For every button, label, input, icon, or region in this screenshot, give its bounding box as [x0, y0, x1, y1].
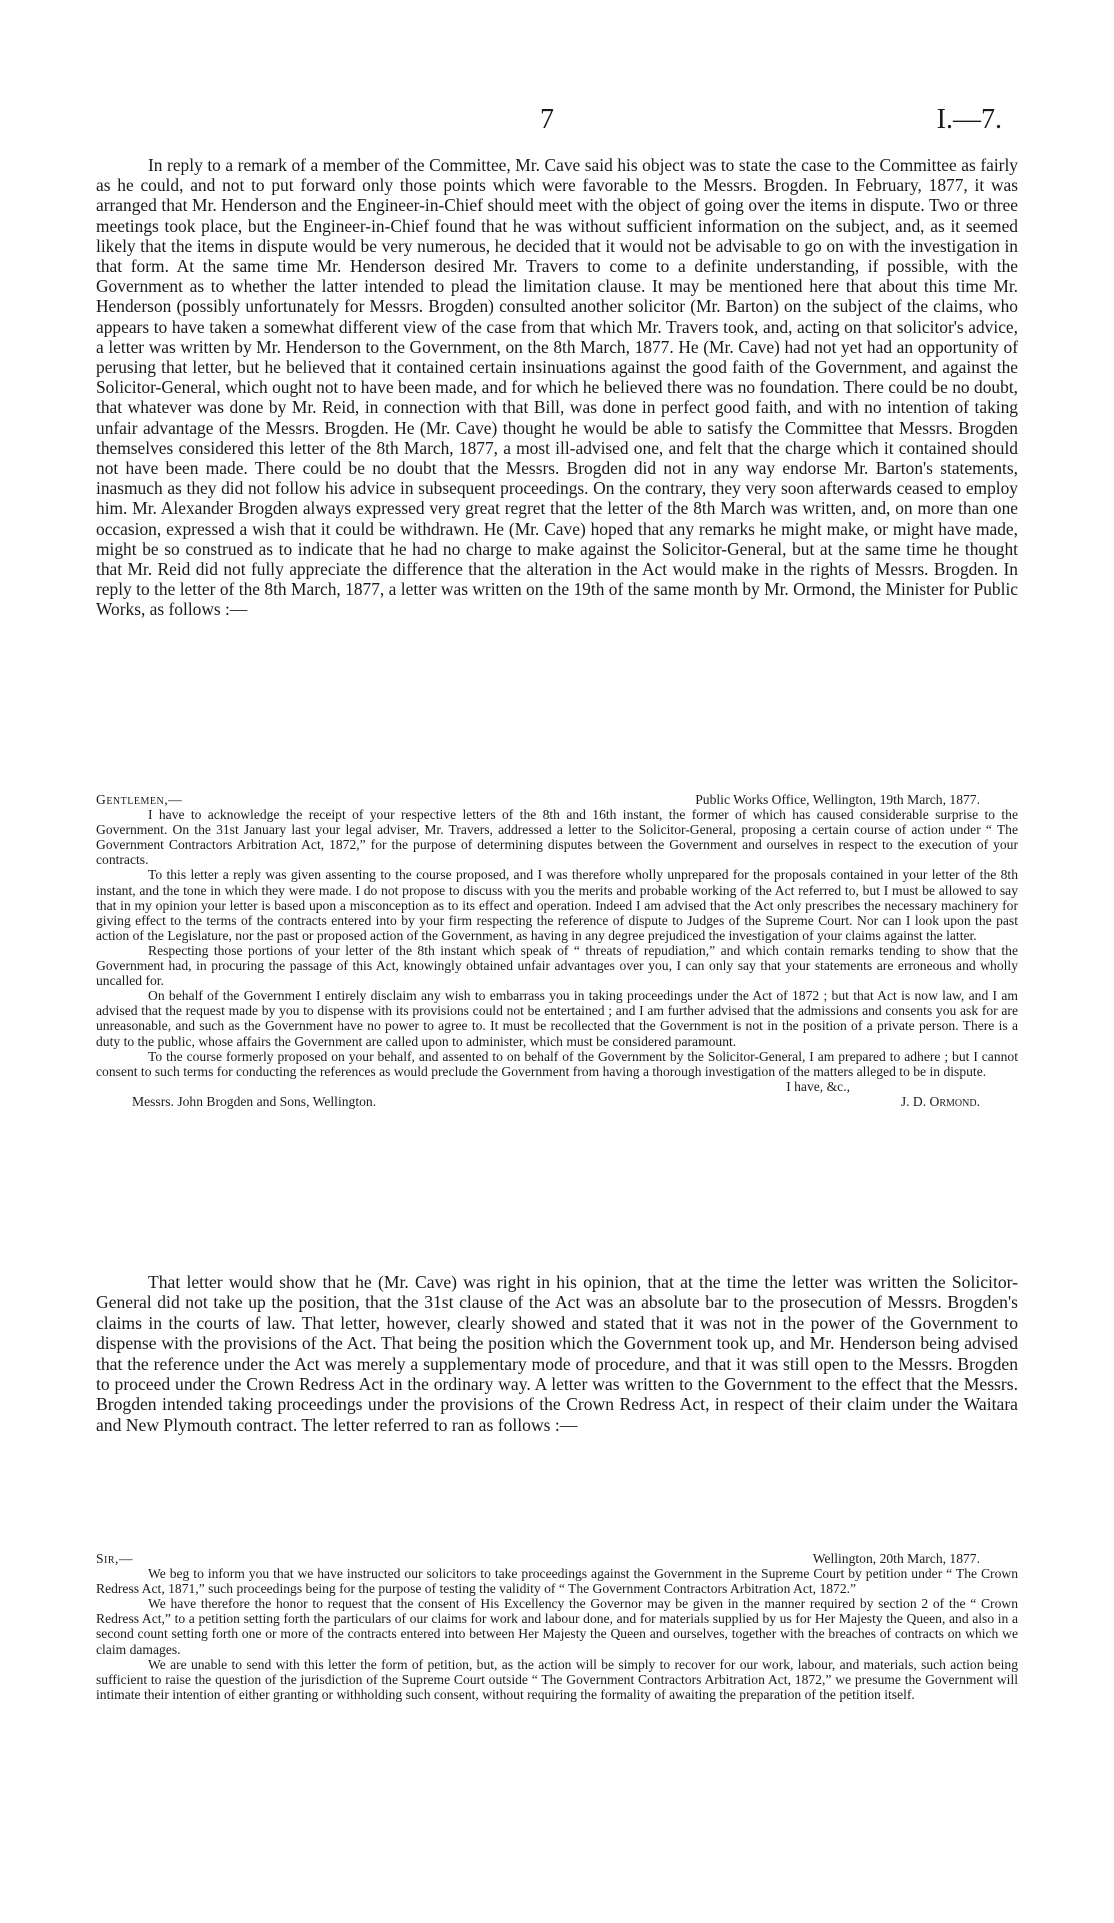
paragraph-text: That letter would show that he (Mr. Cave) was right in his opinion, that at the time the letter was written the Solicitor-General did not take up the position, that the 31st clause of the Act was an absolute bar to the prosecution of Messrs. Brogden's claims in the courts of law. That letter, however, clearly showed and stated that it was not in the power of the Government to dispense with the provisions of the Act. That being the position which the Government took up, and Mr. Henderson being advised that the reference under the Act was merely a supplementary mode of procedure, and that it was still open to the Messrs. Brogden to proceed under the Crown Redress Act in the ordinary way. A letter was written to the Government to the effect that the Messrs. Brogden intended taking proceedings under the provisions of the Crown Redress Act, in respect of their claim under the Waitara and New Plymouth contract. The letter referred to ran as follows :— [96, 1272, 1018, 1435]
letter-signoff: I have, &c., [786, 1078, 850, 1094]
quoted-letter-brogden [96, 1551, 1018, 1702]
letter-signatory: J. D. Ormond. [900, 1093, 980, 1109]
letter-heading [96, 1551, 1018, 1566]
letter-date-line: Wellington, 20th March, 1877. [812, 1551, 980, 1566]
letter-paragraph: We have therefore the honor to request that the consent of His Excellency the Governor may be given in the manner required by section 2 of the “ Crown Redress Act,” to a petition setting forth the particulars of our claims for work and labour done, and for materials supplied by us for Her Majesty the Queen, and also in a second count setting forth one or more of the contracts entered into between Her Majesty the Queen and ourselves, together with the breaches of contracts on which we claim damages. [96, 1596, 1018, 1657]
letter-paragraph: On behalf of the Government I entirely disclaim any wish to embarrass you in taking proceedings under the Act of 1872 ; but that Act is now law, and I am advised that the request made by you to dispense with its provisions could not be entertained ; and I am further advised that the admissions and consents you ask for are unreasonable, and such as the Government have no power to agree to. It must be recollected that the Government is not in the position of a private person. There is a duty to the public, whose affairs the Government are called upon to administer, which must be considered paramount. [96, 988, 1018, 1049]
page-header [0, 104, 1114, 140]
letter-salutation: Gentlemen,— [96, 792, 183, 807]
letter-paragraph: I have to acknowledge the receipt of your respective letters of the 8th and 16th instant, the former of which has caused considerable surprise to the Government. On the 31st January last your legal adviser, Mr. Travers, addressed a letter to the Solicitor-General, proposing a certain course of action under “ The Government Contractors Arbitration Act, 1872,” for the purpose of determining disputes between the Government and ourselves in respect to the execution of your contracts. [96, 807, 1018, 868]
letter-paragraph: To this letter a reply was given assenting to the course proposed, and I was therefore wholly unprepared for the proposals contained in your letter of the 8th instant, and the tone in which they were made. I do not propose to discuss with you the merits and probable working of the Act referred to, but I must be allowed to say that in my opinion your letter is based upon a misconception as to its effect and operation. Indeed I am advised that the Act only prescribes the necessary machinery for giving effect to the terms of the contracts entered into by your firm respecting the reference of dispute to Judges of the Supreme Court. Nor can I look upon the past action of the Legislature, nor the past or proposed action of the Government, as having in any degree prejudiced the investigation of your claims against the latter. [96, 867, 1018, 943]
letter-paragraph: Respecting those portions of your letter of the 8th instant which speak of “ threats of repudiation,” and which contain remarks tending to show that the Government had, in procuring the passage of this Act, knowingly obtained unfair advantages over you, I can only say that your statements are erroneous and wholly uncalled for. [96, 942, 1018, 989]
quoted-letter-ormond [96, 792, 1018, 1109]
letter-addressee: Messrs. John Brogden and Sons, Wellington. [132, 1093, 377, 1109]
letter-paragraph: To the course formerly proposed on your behalf, and assented to on behalf of the Government by the Solicitor-General, I am prepared to adhere ; but I cannot consent to such terms for conducting the references as would preclude the Government from having a thorough investigation of the matters alleged to be in dispute. [96, 1048, 1018, 1079]
letter-paragraph: We beg to inform you that we have instructed our solicitors to take proceedings against the Government in the Supreme Court by petition under “ The Crown Redress Act, 1871,” such proceedings being for the purpose of testing the validity of “ The Government Contractors Arbitration Act, 1872.” [96, 1566, 1018, 1597]
document-reference: I.—7. [936, 104, 1002, 135]
letter-date-line: Public Works Office, Wellington, 19th March, 1877. [695, 792, 980, 807]
body-paragraph-1 [96, 155, 1018, 620]
page-number: 7 [540, 104, 554, 135]
letter-closing [96, 1094, 1018, 1109]
body-paragraph-2 [96, 1272, 1018, 1435]
letter-salutation: Sir,— [96, 1551, 134, 1566]
letter-heading [96, 792, 1018, 807]
letter-paragraph: We are unable to send with this letter the form of petition, but, as the action will be simply to recover for our work, labour, and materials, such action being sufficient to raise the question of the jurisdiction of the Supreme Court outside “ The Government Contractors Arbitration Act, 1872,” we presume the Government will intimate their intention of either granting or withholding such consent, without requiring the formality of awaiting the preparation of the petition itself. [96, 1656, 1018, 1702]
paragraph-text: In reply to a remark of a member of the Committee, Mr. Cave said his object was to state the case to the Committee as fairly as he could, and not to put forward only those points which were favorable to the Messrs. Brogden. In February, 1877, it was arranged that Mr. Henderson and the Engineer-in-Chief should meet with the object of going over the items in dispute. Two or three meetings took place, but the Engineer-in-Chief found that he was without sufficient information on the subject, and, as it seemed likely that the items in dispute would be very numerous, he decided that it would not be advisable to go on with the investigation in that form. At the same time Mr. Henderson desired Mr. Travers to come to a definite understanding, if possible, with the Government as to whether the latter intended to plead the limitation clause. It may be mentioned here that about this time Mr. Henderson (possibly unfortunately for Messrs. Brogden) consulted another solicitor (Mr. Barton) on the subject of the claims, who appears to have taken a somewhat different view of the case from that which Mr. Travers took, and, acting on that solicitor's advice, a letter was written by Mr. Henderson to the Government, on the 8th March, 1877. He (Mr. Cave) had not yet had an opportunity of perusing that letter, but he believed that it contained certain insinuations against the good faith of the Government, and against the Solicitor-General, which ought not to have been made, and for which he believed there was no foundation. There could be no doubt, that whatever was done by Mr. Reid, in connection with that Bill, was done in perfect good faith, and with no intention of taking unfair advantage of the Messrs. Brogden. He (Mr. Cave) thought he would be able to satisfy the Committee that Messrs. Brogden themselves considered this letter of the 8th March, 1877, a most ill-advised one, and felt that the charge which it contained should not have been made. There could be no doubt that the Messrs. Brogden did not in any way endorse Mr. Barton's statements, inasmuch as they did not follow his advice in subsequent proceedings. On the contrary, they very soon afterwards ceased to employ him. Mr. Alexander Brogden always expressed very great regret that the letter of the 8th March was written, and, on more than one occasion, expressed a wish that it could be withdrawn. He (Mr. Cave) hoped that any remarks he might make, or might have made, might be so construed as to indicate that he had no charge to make against the Solicitor-General, but at the same time he thought that Mr. Reid did not fully appreciate the difference that the alteration in the Act would make in the rights of Messrs. Brogden. In reply to the letter of the 8th March, 1877, a letter was written on the 19th of the same month by Mr. Ormond, the Minister for Public Works, as follows :— [96, 155, 1018, 620]
